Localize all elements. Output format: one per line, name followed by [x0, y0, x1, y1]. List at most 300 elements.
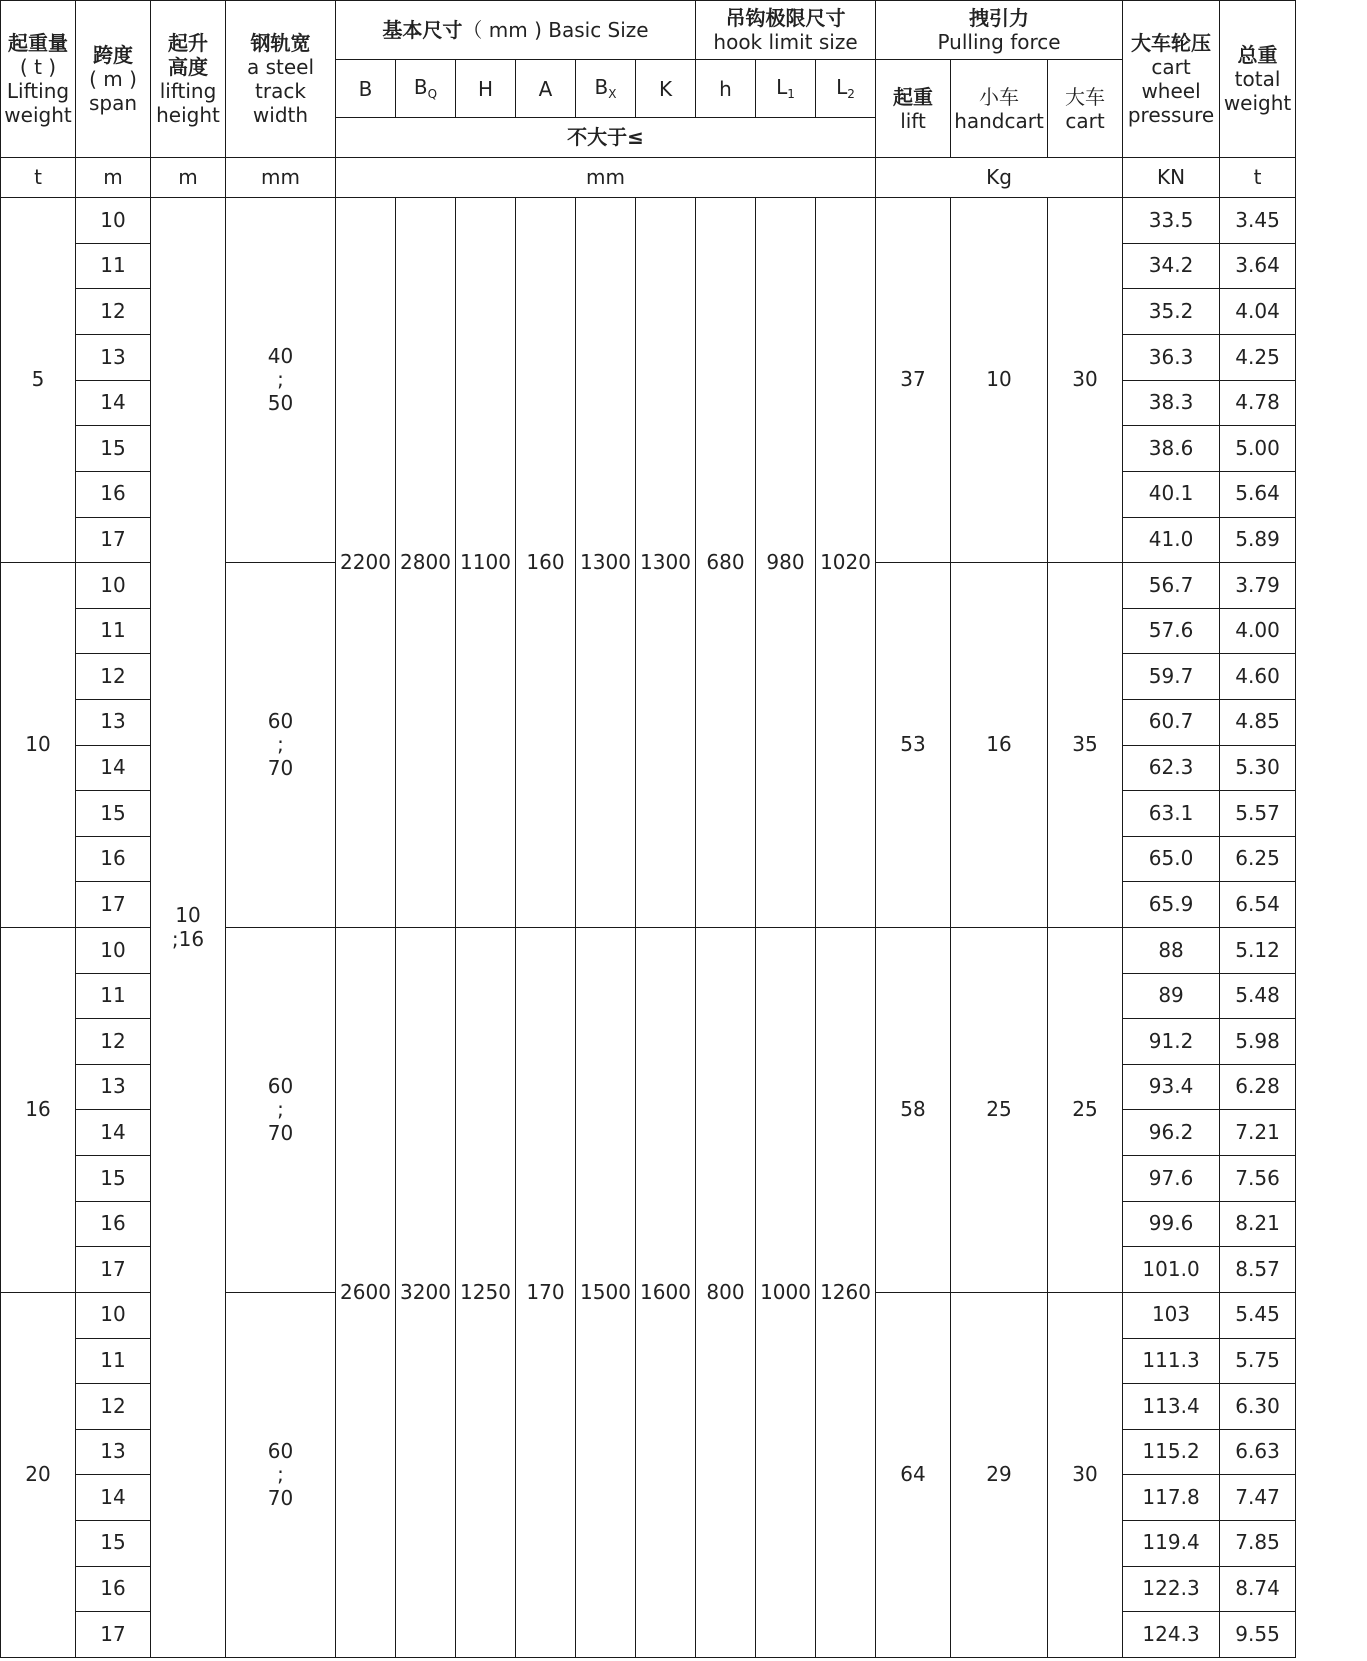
span-cell	[76, 426, 151, 472]
wheel-pressure-cell-text: 40.1	[1148, 481, 1194, 506]
wheel-pressure-cell	[1123, 289, 1220, 335]
total-weight-header-en-2: weight	[1223, 90, 1292, 115]
wheel-pressure-cell	[1123, 745, 1220, 791]
total-weight-cell-text: 3.79	[1235, 572, 1280, 597]
total-weight-cell	[1220, 426, 1296, 472]
span-cell	[76, 1338, 151, 1384]
track-width-cell-line: 70	[267, 1485, 294, 1510]
pull-handcart-header-en: handcart	[954, 108, 1044, 133]
wheel-pressure-cell-text: 41.0	[1148, 527, 1194, 552]
total-weight-cell	[1220, 1019, 1296, 1065]
dim-a-cell-text: 170	[526, 1279, 565, 1304]
wheel-pressure-cell-text: 124.3	[1142, 1621, 1200, 1646]
span-cell-text: 10	[100, 1302, 126, 1327]
wheel-pressure-header-en-1: cart	[1151, 54, 1191, 79]
track-width-cell-line: 40	[267, 343, 294, 368]
span-header-unit: ( m )	[89, 66, 137, 91]
lifting-weight-header-zh: 起重量	[8, 30, 68, 55]
wheel-pressure-cell-text: 91.2	[1148, 1028, 1194, 1053]
lifting-weight-cell	[1, 928, 76, 1293]
span-cell-text: 13	[100, 709, 126, 734]
wheel-pressure-cell	[1123, 471, 1220, 517]
wheel-pressure-cell-text: 88	[1158, 937, 1184, 962]
track-width-cell-line: ;	[277, 1097, 284, 1122]
pull-cart-header-zh: 大车	[1065, 84, 1106, 109]
span-cell	[76, 1384, 151, 1430]
total-weight-cell	[1220, 1201, 1296, 1247]
wheel-pressure-cell-text: 56.7	[1148, 572, 1194, 597]
wheel-pressure-cell	[1123, 1156, 1220, 1202]
lifting-weight-header-unit: ( t )	[19, 54, 57, 79]
wheel-pressure-cell	[1123, 1612, 1220, 1658]
wheel-pressure-cell-text: 38.6	[1148, 435, 1194, 460]
wheel-pressure-cell	[1123, 608, 1220, 654]
wheel-pressure-cell-text: 89	[1158, 983, 1184, 1008]
total-weight-cell-text: 6.28	[1235, 1074, 1280, 1099]
dim-k-cell-text: 1600	[640, 1279, 691, 1304]
span-cell-text: 11	[100, 253, 126, 278]
span-cell-text: 15	[100, 1165, 126, 1190]
dim-bx-cell	[576, 928, 636, 1658]
wheel-pressure-cell-text: 60.7	[1148, 709, 1194, 734]
wheel-pressure-header-en-3: pressure	[1127, 102, 1215, 127]
pull-cart-header	[1048, 60, 1123, 158]
col-header-hook-h-text: h	[719, 76, 732, 101]
total-weight-cell-text: 6.25	[1235, 846, 1280, 871]
wheel-pressure-cell-text: 36.3	[1148, 344, 1194, 369]
track-width-cell	[226, 198, 336, 563]
total-weight-header-en-1: total	[1234, 66, 1281, 91]
wheel-pressure-cell	[1123, 1110, 1220, 1156]
wheel-pressure-cell-text: 119.4	[1142, 1530, 1200, 1555]
span-cell-text: 14	[100, 755, 126, 780]
lifting-height-header-zh-1: 起升	[168, 30, 208, 55]
dim-h-cell	[456, 198, 516, 928]
span-cell	[76, 745, 151, 791]
wheel-pressure-header-zh: 大车轮压	[1131, 30, 1212, 55]
dim-hook-h-cell	[696, 928, 756, 1658]
span-cell	[76, 1156, 151, 1202]
total-weight-cell	[1220, 471, 1296, 517]
basic-size-header-zh: 基本尺寸	[382, 18, 463, 43]
col-header-l1-sub: 1	[787, 87, 795, 102]
track-width-header	[226, 1, 336, 158]
span-cell	[76, 608, 151, 654]
wheel-pressure-cell-text: 113.4	[1142, 1393, 1200, 1418]
total-weight-cell-text: 5.64	[1235, 481, 1280, 506]
total-weight-cell	[1220, 1338, 1296, 1384]
lifting-weight-cell-text: 16	[25, 1097, 51, 1122]
span-cell-text: 14	[100, 1119, 126, 1144]
span-cell	[76, 380, 151, 426]
unit-pull	[876, 157, 1123, 197]
span-cell-text: 13	[100, 1074, 126, 1099]
span-cell	[76, 836, 151, 882]
total-weight-cell-text: 4.60	[1235, 663, 1280, 688]
wheel-pressure-cell	[1123, 335, 1220, 381]
span-cell-text: 15	[100, 800, 126, 825]
total-weight-cell	[1220, 1156, 1296, 1202]
span-cell	[76, 791, 151, 837]
pull-handcart-cell	[951, 198, 1048, 563]
table-row	[1, 198, 1296, 244]
total-weight-cell	[1220, 608, 1296, 654]
wheel-pressure-cell-text: 101.0	[1142, 1256, 1200, 1281]
pull-cart-cell	[1048, 563, 1123, 928]
pull-cart-cell-text: 25	[1072, 1097, 1098, 1122]
total-weight-cell-text: 8.74	[1235, 1576, 1280, 1601]
pull-handcart-cell	[951, 1292, 1048, 1657]
total-weight-cell	[1220, 1110, 1296, 1156]
span-cell-text: 11	[100, 618, 126, 643]
wheel-pressure-cell-text: 122.3	[1142, 1576, 1200, 1601]
lifting-height-header-en-1: lifting	[159, 78, 217, 103]
span-cell-text: 17	[100, 891, 126, 916]
track-width-cell-line: ;	[277, 1462, 284, 1487]
col-header-l1	[756, 60, 816, 117]
pulling-force-header-en: Pulling force	[937, 30, 1061, 55]
track-width-cell	[226, 1292, 336, 1657]
col-header-bx-text: B	[594, 75, 609, 100]
basic-size-header	[336, 1, 696, 60]
wheel-pressure-cell	[1123, 1520, 1220, 1566]
dim-hook-h-cell	[696, 198, 756, 928]
total-weight-cell-text: 5.30	[1235, 755, 1280, 780]
span-cell-text: 10	[100, 572, 126, 597]
total-weight-cell	[1220, 1566, 1296, 1612]
wheel-pressure-cell-text: 65.0	[1148, 846, 1194, 871]
wheel-pressure-cell-text: 103	[1151, 1302, 1191, 1327]
span-cell-text: 10	[100, 207, 126, 232]
wheel-pressure-cell	[1123, 1338, 1220, 1384]
track-width-header-zh: 钢轨宽	[250, 30, 311, 55]
span-cell	[76, 1566, 151, 1612]
col-header-bx	[576, 60, 636, 117]
span-cell-text: 12	[100, 663, 126, 688]
wheel-pressure-header	[1123, 1, 1220, 158]
wheel-pressure-cell	[1123, 198, 1220, 244]
pull-lift-cell	[876, 198, 951, 563]
track-width-cell-line: 70	[267, 1120, 294, 1145]
pull-cart-cell	[1048, 1292, 1123, 1657]
lifting-weight-cell	[1, 198, 76, 563]
dim-b-cell	[336, 198, 396, 928]
span-cell-text: 17	[100, 527, 126, 552]
span-cell	[76, 1247, 151, 1293]
total-weight-cell	[1220, 654, 1296, 700]
unit-dimensions	[336, 157, 876, 197]
lifting-height-cell-line: 10	[175, 903, 201, 928]
track-width-cell-line: ;	[277, 367, 284, 392]
dim-l2-cell-text: 1260	[820, 1279, 871, 1304]
track-width-cell-line: 60	[267, 708, 294, 733]
span-cell-text: 12	[100, 1028, 126, 1053]
track-width-cell-line: 60	[267, 1438, 294, 1463]
pull-cart-cell-text: 30	[1072, 367, 1098, 392]
dim-bq-cell-text: 2800	[400, 549, 451, 574]
col-header-l2-text: L	[836, 75, 848, 100]
wheel-pressure-cell	[1123, 1019, 1220, 1065]
pull-lift-cell-text: 37	[900, 367, 926, 392]
span-cell-text: 14	[100, 390, 126, 415]
span-cell	[76, 928, 151, 974]
span-cell	[76, 1429, 151, 1475]
span-cell	[76, 699, 151, 745]
total-weight-cell-text: 6.30	[1235, 1393, 1280, 1418]
span-header	[76, 1, 151, 158]
lifting-height-header-en-2: height	[156, 102, 220, 127]
dim-a-cell	[516, 928, 576, 1658]
col-header-h-text: H	[477, 76, 494, 101]
col-header-k	[636, 60, 696, 117]
col-header-a-text: A	[538, 76, 553, 101]
total-weight-cell-text: 5.00	[1235, 435, 1280, 460]
total-weight-cell	[1220, 1612, 1296, 1658]
pull-handcart-cell-text: 10	[986, 367, 1012, 392]
total-weight-cell	[1220, 791, 1296, 837]
dim-bx-cell	[576, 198, 636, 928]
span-cell-text: 15	[100, 1530, 126, 1555]
total-weight-cell	[1220, 243, 1296, 289]
wheel-pressure-cell	[1123, 426, 1220, 472]
pull-cart-cell	[1048, 928, 1123, 1293]
pull-lift-cell	[876, 1292, 951, 1657]
total-weight-cell-text: 5.98	[1235, 1028, 1280, 1053]
pull-cart-header-en: cart	[1065, 108, 1105, 133]
pull-handcart-cell-text: 29	[986, 1462, 1012, 1487]
dim-b-cell	[336, 928, 396, 1658]
wheel-pressure-cell	[1123, 1064, 1220, 1110]
span-cell-text: 17	[100, 1256, 126, 1281]
lifting-height-header	[151, 1, 226, 158]
col-header-bq	[396, 60, 456, 117]
wheel-pressure-cell-text: 93.4	[1148, 1074, 1194, 1099]
total-weight-cell	[1220, 1520, 1296, 1566]
unit-total	[1220, 157, 1296, 197]
span-cell-text: 11	[100, 1348, 126, 1372]
dim-l1-cell	[756, 198, 816, 928]
span-cell-text: 16	[100, 481, 126, 506]
span-cell	[76, 1064, 151, 1110]
track-width-cell-line: ;	[277, 732, 284, 757]
span-cell-text: 13	[100, 1439, 126, 1464]
wheel-pressure-cell-text: 99.6	[1148, 1211, 1194, 1236]
wheel-pressure-cell-text: 97.6	[1148, 1165, 1194, 1190]
span-cell	[76, 654, 151, 700]
lifting-weight-header-en-1: Lifting	[6, 78, 70, 103]
dim-bq-cell	[396, 928, 456, 1658]
wheel-pressure-cell-text: 96.2	[1148, 1119, 1194, 1144]
total-weight-cell	[1220, 699, 1296, 745]
dim-bq-cell	[396, 198, 456, 928]
dim-h-cell-text: 1100	[460, 549, 511, 574]
dim-l1-cell	[756, 928, 816, 1658]
total-weight-cell	[1220, 380, 1296, 426]
span-cell	[76, 471, 151, 517]
unit-height-text: m	[178, 164, 198, 189]
total-weight-cell-text: 5.89	[1235, 527, 1280, 552]
pull-lift-cell-text: 64	[900, 1462, 926, 1487]
total-weight-cell-text: 5.45	[1235, 1302, 1280, 1327]
unit-track-text: mm	[261, 164, 300, 189]
unit-total-text: t	[1253, 164, 1262, 189]
span-header-zh: 跨度	[93, 42, 133, 67]
wheel-pressure-cell	[1123, 1566, 1220, 1612]
pull-lift-cell-text: 53	[900, 732, 926, 757]
wheel-pressure-cell	[1123, 654, 1220, 700]
wheel-pressure-cell-text: 65.9	[1148, 891, 1194, 916]
wheel-pressure-cell-text: 63.1	[1148, 800, 1194, 825]
pull-lift-cell-text: 58	[900, 1097, 926, 1122]
unit-weight	[1, 157, 76, 197]
dim-bx-cell-text: 1300	[580, 549, 631, 574]
total-weight-cell-text: 4.85	[1235, 709, 1280, 734]
pull-handcart-header	[951, 60, 1048, 158]
span-cell-text: 13	[100, 344, 126, 369]
unit-track	[226, 157, 336, 197]
span-cell-text: 16	[100, 846, 126, 871]
total-weight-cell-text: 6.54	[1235, 891, 1280, 916]
span-cell	[76, 1292, 151, 1338]
total-weight-cell	[1220, 745, 1296, 791]
basic-size-header-en: （ mm ) Basic Size	[462, 18, 649, 43]
total-weight-cell	[1220, 928, 1296, 974]
dim-k-cell	[636, 198, 696, 928]
span-cell	[76, 1019, 151, 1065]
span-cell	[76, 1475, 151, 1521]
col-header-b-text: B	[358, 76, 373, 101]
dim-a-cell	[516, 198, 576, 928]
wheel-pressure-cell-text: 57.6	[1148, 618, 1194, 643]
span-cell-text: 14	[100, 1484, 126, 1509]
lifting-weight-cell	[1, 563, 76, 928]
total-weight-cell	[1220, 1475, 1296, 1521]
unit-span	[76, 157, 151, 197]
dim-l2-cell	[816, 928, 876, 1658]
total-weight-cell	[1220, 882, 1296, 928]
total-weight-cell-text: 4.78	[1235, 390, 1280, 415]
dim-a-cell-text: 160	[526, 549, 565, 574]
total-weight-cell-text: 7.21	[1235, 1119, 1280, 1144]
pulling-force-header	[876, 1, 1123, 60]
total-weight-cell-text: 7.56	[1235, 1165, 1280, 1190]
col-header-b	[336, 60, 396, 117]
wheel-pressure-cell	[1123, 380, 1220, 426]
wheel-pressure-cell-text: 117.8	[1142, 1484, 1200, 1509]
total-weight-cell	[1220, 1384, 1296, 1430]
total-weight-cell-text: 3.64	[1235, 253, 1280, 278]
span-cell	[76, 1612, 151, 1658]
span-cell-text: 12	[100, 298, 126, 323]
hook-limit-header-en: hook limit size	[713, 30, 858, 55]
span-cell-text: 10	[100, 937, 126, 962]
unit-span-text: m	[103, 164, 123, 189]
col-header-h	[456, 60, 516, 117]
wheel-pressure-cell	[1123, 563, 1220, 609]
unit-pressure	[1123, 157, 1220, 197]
total-weight-cell	[1220, 836, 1296, 882]
span-cell	[76, 1520, 151, 1566]
pull-lift-header	[876, 60, 951, 158]
wheel-pressure-cell	[1123, 791, 1220, 837]
total-weight-cell-text: 9.55	[1235, 1621, 1280, 1646]
wheel-pressure-cell	[1123, 973, 1220, 1019]
dim-b-cell-text: 2600	[340, 1279, 391, 1304]
total-weight-cell-text: 5.75	[1235, 1348, 1280, 1372]
dim-h-cell	[456, 928, 516, 1658]
col-header-hook-h	[696, 60, 756, 117]
wheel-pressure-cell	[1123, 1384, 1220, 1430]
lifting-weight-cell-text: 20	[25, 1462, 51, 1487]
dim-h-cell-text: 1250	[460, 1279, 511, 1304]
span-cell	[76, 1201, 151, 1247]
wheel-pressure-header-en-2: wheel	[1141, 78, 1201, 103]
pull-handcart-cell-text: 16	[986, 732, 1012, 757]
total-weight-cell	[1220, 563, 1296, 609]
total-weight-cell-text: 4.25	[1235, 344, 1280, 369]
wheel-pressure-cell-text: 111.3	[1142, 1348, 1200, 1372]
wheel-pressure-cell	[1123, 882, 1220, 928]
dim-l1-cell-text: 1000	[760, 1279, 811, 1304]
span-cell	[76, 882, 151, 928]
dim-l1-cell-text: 980	[766, 549, 805, 574]
hook-limit-header-zh: 吊钩极限尺寸	[725, 6, 846, 31]
total-weight-cell-text: 8.57	[1235, 1256, 1280, 1281]
span-cell-text: 11	[100, 983, 126, 1008]
total-weight-cell-text: 7.47	[1235, 1484, 1280, 1509]
pull-handcart-cell	[951, 563, 1048, 928]
span-cell	[76, 289, 151, 335]
wheel-pressure-cell	[1123, 1292, 1220, 1338]
pull-lift-cell	[876, 928, 951, 1293]
dim-l2-cell-text: 1020	[820, 549, 871, 574]
hook-limit-header	[696, 1, 876, 60]
wheel-pressure-cell-text: 115.2	[1142, 1439, 1200, 1464]
lifting-weight-cell	[1, 1292, 76, 1657]
unit-height	[151, 157, 226, 197]
total-weight-cell-text: 4.04	[1235, 298, 1280, 323]
wheel-pressure-cell	[1123, 928, 1220, 974]
total-weight-header-zh: 总重	[1237, 42, 1278, 67]
unit-dimensions-text: mm	[586, 164, 625, 189]
col-header-bq-sub: Q	[427, 87, 438, 102]
wheel-pressure-cell	[1123, 517, 1220, 563]
lifting-weight-cell-text: 10	[25, 732, 51, 757]
dim-b-cell-text: 2200	[340, 549, 391, 574]
track-width-cell-line: 60	[267, 1073, 294, 1098]
total-weight-cell-text: 7.85	[1235, 1530, 1280, 1555]
pull-lift-header-zh: 起重	[893, 84, 934, 109]
total-weight-cell	[1220, 1292, 1296, 1338]
total-weight-cell	[1220, 335, 1296, 381]
col-header-l1-text: L	[776, 75, 788, 100]
track-width-cell-line: 70	[267, 755, 294, 780]
total-weight-cell-text: 5.48	[1235, 983, 1280, 1008]
total-weight-cell	[1220, 1064, 1296, 1110]
wheel-pressure-cell-text: 59.7	[1148, 663, 1194, 688]
total-weight-cell-text: 5.12	[1235, 937, 1280, 962]
unit-weight-text: t	[34, 164, 42, 189]
not-greater-than-label	[336, 117, 876, 157]
pulling-force-header-zh: 拽引力	[969, 6, 1030, 31]
wheel-pressure-cell-text: 38.3	[1148, 390, 1194, 415]
track-width-cell-line: 50	[267, 391, 294, 415]
unit-pull-text: Kg	[986, 164, 1012, 189]
pull-lift-cell	[876, 563, 951, 928]
lifting-height-cell	[151, 198, 226, 1658]
col-header-bx-sub: X	[608, 87, 617, 102]
wheel-pressure-cell	[1123, 243, 1220, 289]
